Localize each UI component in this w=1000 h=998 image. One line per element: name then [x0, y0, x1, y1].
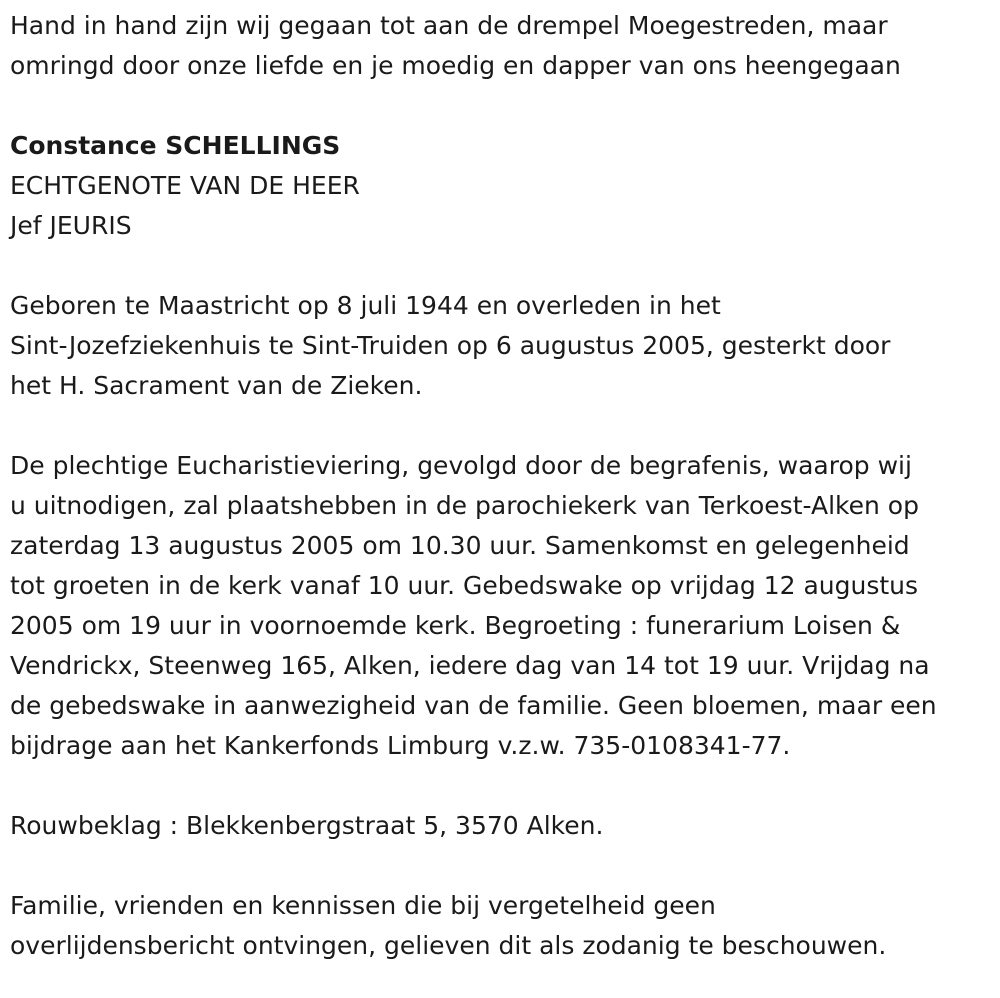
paragraph-line: het H. Sacrament van de Zieken.: [10, 371, 423, 400]
condolence-address: Rouwbeklag : Blekkenbergstraat 5, 3570 Alken.: [10, 811, 604, 840]
closing-paragraph: [10, 886, 990, 966]
birth-death-paragraph: [10, 286, 990, 406]
paragraph-line: tot groeten in de kerk vanaf 10 uur. Gebedswake op vrijdag 12 augustus: [10, 571, 919, 600]
spacer: [10, 246, 990, 286]
paragraph-line: Familie, vrienden en kennissen die bij vergetelheid geen: [10, 891, 716, 920]
paragraph-line: zaterdag 13 augustus 2005 om 10.30 uur. Samenkomst en gelegenheid: [10, 531, 910, 560]
paragraph-line: 2005 om 19 uur in voornoemde kerk. Begroeting : funerarium Loisen &: [10, 611, 901, 640]
spacer: [10, 766, 990, 806]
poem-line: omringd door onze liefde en je moedig en dapper van ons heengegaan: [10, 51, 901, 80]
paragraph-line: bijdrage aan het Kankerfonds Limburg v.z.w. 735-0108341-77.: [10, 731, 791, 760]
deceased-block: [10, 126, 990, 246]
poem: [10, 6, 990, 86]
poem-line: Hand in hand zijn wij gegaan tot aan de drempel Moegestreden, maar: [10, 11, 888, 40]
paragraph-line: overlijdensbericht ontvingen, gelieven dit als zodanig te beschouwen.: [10, 931, 887, 960]
deceased-name: Constance SCHELLINGS: [10, 131, 341, 160]
relation-label: ECHTGENOTE VAN DE HEER: [10, 171, 360, 200]
spacer: [10, 86, 990, 126]
paragraph-line: Geboren te Maastricht op 8 juli 1944 en overleden in het: [10, 291, 721, 320]
paragraph-line: Vendrickx, Steenweg 165, Alken, iedere dag van 14 tot 19 uur. Vrijdag na: [10, 651, 930, 680]
spacer: [10, 406, 990, 446]
spouse-name: Jef JEURIS: [10, 211, 132, 240]
paragraph-line: u uitnodigen, zal plaatshebben in de parochiekerk van Terkoest-Alken op: [10, 491, 919, 520]
paragraph-line: de gebedswake in aanwezigheid van de familie. Geen bloemen, maar een: [10, 691, 937, 720]
paragraph-line: De plechtige Eucharistieviering, gevolgd door de begrafenis, waarop wij: [10, 451, 912, 480]
ceremony-paragraph: [10, 446, 990, 766]
spacer: [10, 846, 990, 886]
paragraph-line: Sint-Jozefziekenhuis te Sint-Truiden op 6 augustus 2005, gesterkt door: [10, 331, 891, 360]
